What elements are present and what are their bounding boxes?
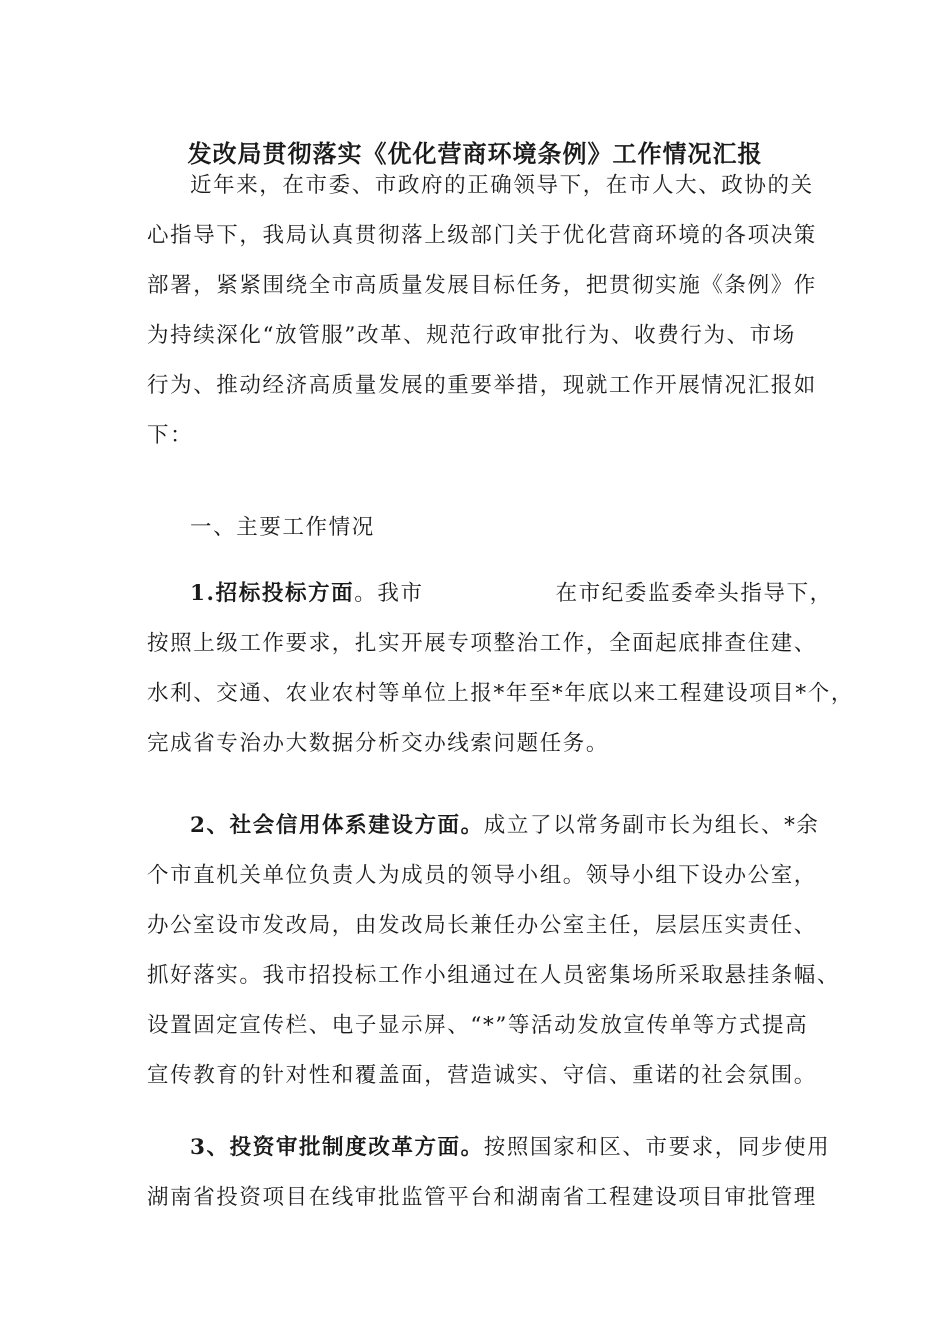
item1-line: 按照上级工作要求，扎实开展专项整治工作，全面起底排查住建、	[147, 631, 817, 656]
item2-text: 成立了以常务副市长为组长、*余	[483, 813, 820, 838]
item2-first-line	[190, 808, 820, 844]
item2-line: 办公室设市发改局，由发改局长兼任办公室主任，层层压实责任、	[147, 913, 817, 938]
item2-line: 宣传教育的针对性和覆盖面，营造诚实、守信、重诺的社会氛围。	[147, 1063, 817, 1088]
item1-line: 完成省专治办大数据分析交办线索问题任务。	[147, 731, 610, 756]
intro-line: 行为、推动经济高质量发展的重要举措，现就工作开展情况汇报如	[147, 373, 817, 398]
intro-line: 为持续深化“放管服”改革、规范行政审批行为、收费行为、市场	[147, 323, 796, 348]
intro-line: 部署，紧紧围绕全市高质量发展目标任务，把贯彻实施《条例》作	[147, 273, 817, 298]
item3-heading: 3、投资审批制度改革方面。	[190, 1135, 484, 1160]
item2-line: 设置固定宣传栏、电子显示屏、“*”等活动发放宣传单等方式提高	[147, 1013, 809, 1038]
section-heading: 一、主要工作情况	[190, 515, 375, 540]
item3-first-line	[190, 1130, 830, 1166]
intro-line: 近年来，在市委、市政府的正确领导下，在市人大、政协的关	[190, 173, 814, 198]
item2-line: 抓好落实。我市招投标工作小组通过在人员密集场所采取悬挂条幅、	[147, 963, 841, 988]
item3-line: 湖南省投资项目在线审批监管平台和湖南省工程建设项目审批管理	[147, 1185, 817, 1210]
item1-first-line	[190, 576, 833, 612]
document-title: 发改局贯彻落实《优化营商环境条例》工作情况汇报	[187, 139, 763, 168]
item1-text-b: 在市纪委监委牵头指导下，	[555, 581, 833, 606]
intro-line: 心指导下，我局认真贯彻落上级部门关于优化营商环境的各项决策	[147, 223, 817, 248]
item1-heading: 1.招标投标方面	[190, 581, 355, 606]
intro-line: 下：	[147, 423, 194, 448]
item1-line: 水利、交通、农业农村等单位上报*年至*年底以来工程建设项目*个，	[147, 681, 854, 706]
item2-line: 个市直机关单位负责人为成员的领导小组。领导小组下设办公室，	[147, 863, 817, 888]
item1-text-a: 。我市	[354, 581, 424, 606]
item2-heading: 2、社会信用体系建设方面。	[190, 813, 484, 838]
item3-text: 按照国家和区、市要求，同步使用	[483, 1135, 831, 1160]
